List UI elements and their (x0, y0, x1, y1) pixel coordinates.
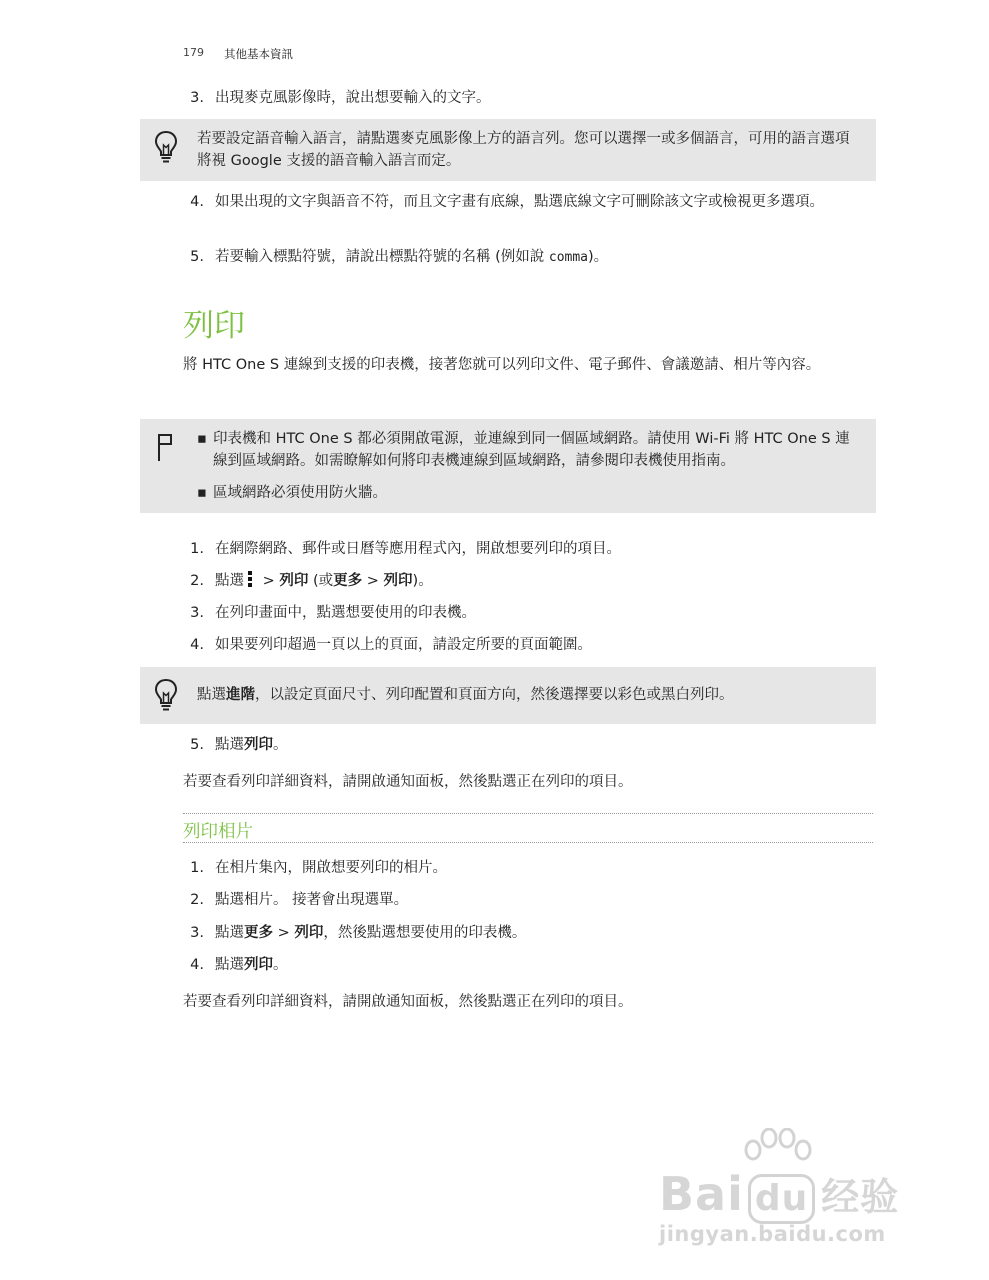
divider (183, 842, 873, 843)
section-heading: 列印 (183, 308, 245, 344)
step-number: 1. (190, 541, 204, 557)
step-number: 4. (190, 637, 204, 653)
step-text: 點選 > 列印 (或更多 > 列印)。 (215, 573, 433, 589)
watermark-brand: Bai du 经验 (659, 1166, 899, 1224)
note-text: 印表機和 HTC One S 都必須開啟電源，並連線到同一個區域網路。請使用 Wi-Fi 將 HTC One S 連線到區域網路。如需瞭解如何將印表機連線到區域網路，請參閱印表機使用指南。 (213, 431, 850, 469)
subsection-heading: 列印相片 (183, 822, 253, 842)
lightbulb-icon (154, 130, 178, 164)
page-header-title: 其他基本資訊 (224, 47, 293, 61)
step-text: 點選相片。 接著會出現選單。 (215, 892, 409, 908)
step-text: 點選更多 > 列印，然後點選想要使用的印表機。 (215, 925, 527, 941)
list-item (188, 922, 878, 945)
step-number: 3. (190, 925, 204, 941)
step-text: 如果要列印超過一頁以上的頁面，請設定所要的頁面範圍。 (215, 637, 592, 653)
list-item (197, 428, 862, 472)
list-item (188, 954, 878, 977)
step-text: 在相片集內，開啟想要列印的相片。 (215, 860, 447, 876)
step-text: 如果出現的文字與語音不符，而且文字畫有底線，點選底線文字可刪除該文字或檢視更多選項。 (215, 194, 824, 210)
list-item (188, 191, 878, 237)
step-text: 出現麥克風影像時，說出想要輸入的文字。 (215, 90, 491, 106)
list-item (188, 734, 878, 757)
list-item (197, 482, 862, 504)
list-item (188, 87, 878, 110)
step-text: 若要輸入標點符號，請說出標點符號的名稱 (例如說 comma)。 (215, 249, 609, 265)
step-text: 在列印畫面中，點選想要使用的印表機。 (215, 605, 476, 621)
step-text: 點選列印。 (215, 957, 288, 973)
menu-label: 列印 (383, 573, 413, 589)
menu-label: 列印 (279, 573, 309, 589)
bullet-icon: ▪ (197, 431, 207, 447)
step-number: 4. (190, 194, 204, 210)
divider (183, 813, 873, 814)
flag-icon (156, 432, 174, 462)
view-details-paragraph: 若要查看列印詳細資料，請開啟通知面板，然後點選正在列印的項目。 (183, 774, 633, 790)
tip-box (140, 119, 876, 181)
list-item (188, 857, 878, 880)
list-item (188, 538, 878, 561)
list-item (188, 570, 878, 593)
list-item (188, 246, 878, 269)
list-item (188, 889, 878, 912)
page-number: 179 (183, 46, 204, 59)
step-text: 在網際網路、郵件或日曆等應用程式內，開啟想要列印的項目。 (215, 541, 621, 557)
step-number: 1. (190, 860, 204, 876)
intro-paragraph: 將 HTC One S 連線到支援的印表機，接著您就可以列印文件、電子郵件、會議邀請、相片等內容。 (183, 357, 821, 373)
list-item (188, 634, 878, 657)
tip-text: 若要設定語音輸入語言，請點選麥克風影像上方的語言列。您可以選擇一或多個語言，可用的語言選項將視 Google 支援的語音輸入語言而定。 (197, 131, 850, 169)
lightbulb-icon (154, 678, 178, 712)
note-text: 區域網路必須使用防火牆。 (213, 485, 387, 501)
step-number: 3. (190, 605, 204, 621)
step-number: 2. (190, 892, 204, 908)
step-number: 3. (190, 90, 204, 106)
watermark (659, 1128, 929, 1248)
step-number: 5. (190, 249, 204, 265)
step-text: 點選列印。 (215, 737, 288, 753)
list-item (188, 602, 878, 625)
note-box (140, 419, 876, 513)
tip-box (140, 667, 876, 724)
code-text: comma (548, 250, 589, 265)
more-menu-icon (248, 571, 252, 587)
step-number: 4. (190, 957, 204, 973)
step-number: 5. (190, 737, 204, 753)
menu-label: 更多 (333, 573, 363, 589)
tip-text: 點選進階，以設定頁面尺寸、列印配置和頁面方向，然後選擇要以彩色或黑白列印。 (197, 687, 734, 703)
bullet-icon: ▪ (197, 485, 207, 501)
view-details-paragraph: 若要查看列印詳細資料，請開啟通知面板，然後點選正在列印的項目。 (183, 994, 633, 1010)
watermark-url: jingyan.baidu.com (659, 1222, 886, 1246)
step-number: 2. (190, 573, 204, 589)
